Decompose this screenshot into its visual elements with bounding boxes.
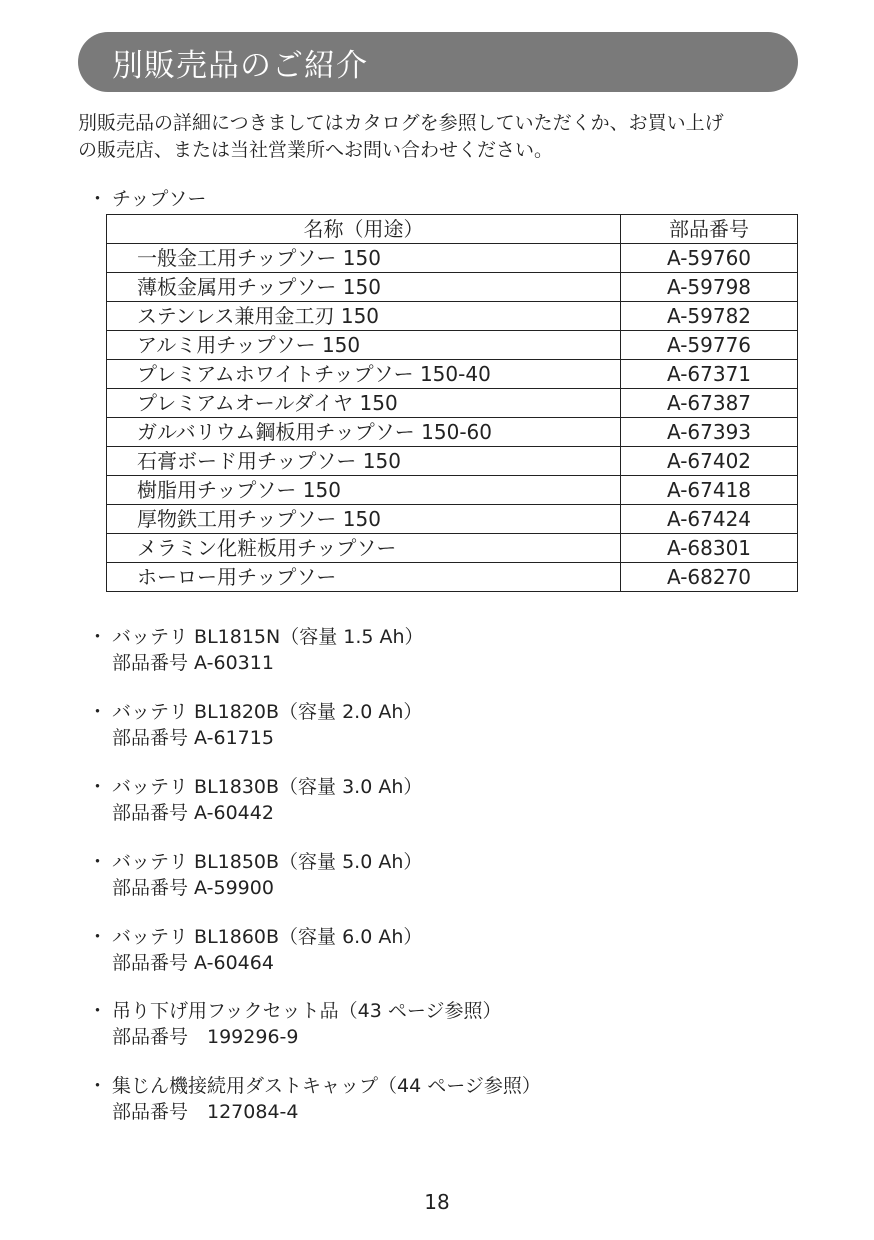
table-row bbox=[107, 302, 798, 331]
page-number: 18 bbox=[424, 1190, 450, 1214]
accessory-name: バッテリ BL1850B（容量 5.0 Ah） bbox=[112, 851, 423, 873]
accessory-item bbox=[88, 924, 422, 976]
table-row bbox=[107, 534, 798, 563]
accessory-name: 吊り下げ用フックセット品（43 ページ参照） bbox=[112, 1000, 502, 1022]
accessory-part-number: 部品番号 A-60311 bbox=[112, 652, 274, 674]
accessory-item bbox=[88, 774, 422, 826]
table-row bbox=[107, 418, 798, 447]
accessory-name: バッテリ BL1815N（容量 1.5 Ah） bbox=[112, 626, 424, 648]
product-name: 石膏ボード用チップソー 150 bbox=[107, 447, 621, 476]
part-number: A-59776 bbox=[621, 331, 798, 360]
bullet: ・ bbox=[88, 188, 108, 210]
part-number: A-68270 bbox=[621, 563, 798, 592]
part-number: A-59782 bbox=[621, 302, 798, 331]
product-name: アルミ用チップソー 150 bbox=[107, 331, 621, 360]
product-name: ガルバリウム鋼板用チップソー 150-60 bbox=[107, 418, 621, 447]
accessory-part-number: 部品番号 A-60464 bbox=[112, 952, 274, 974]
table-row bbox=[107, 331, 798, 360]
table-row bbox=[107, 563, 798, 592]
tip-saw-label: チップソー bbox=[112, 188, 207, 210]
bullet: ・ bbox=[88, 776, 108, 798]
section-title-bar bbox=[78, 32, 798, 92]
product-name: プレミアムホワイトチップソー 150-40 bbox=[107, 360, 621, 389]
accessory-name: バッテリ BL1860B（容量 6.0 Ah） bbox=[112, 926, 423, 948]
product-name: ホーロー用チップソー bbox=[107, 563, 621, 592]
accessory-item bbox=[88, 624, 424, 676]
intro-paragraph bbox=[78, 110, 808, 164]
accessory-item bbox=[88, 998, 502, 1050]
table-row bbox=[107, 244, 798, 273]
part-number: A-67371 bbox=[621, 360, 798, 389]
accessory-name: バッテリ BL1820B（容量 2.0 Ah） bbox=[112, 701, 423, 723]
tip-saw-table bbox=[106, 214, 798, 592]
bullet: ・ bbox=[88, 626, 108, 648]
bullet: ・ bbox=[88, 1075, 108, 1097]
product-name: メラミン化粧板用チップソー bbox=[107, 534, 621, 563]
table-row bbox=[107, 476, 798, 505]
bullet: ・ bbox=[88, 851, 108, 873]
part-number: A-67424 bbox=[621, 505, 798, 534]
bullet: ・ bbox=[88, 701, 108, 723]
page-title: 別販売品のご紹介 bbox=[112, 47, 368, 84]
part-number: A-59798 bbox=[621, 273, 798, 302]
bullet: ・ bbox=[88, 1000, 108, 1022]
accessory-part-number: 部品番号 199296-9 bbox=[112, 1026, 299, 1048]
intro-line-1: 別販売品の詳細につきましてはカタログを参照していただくか、お買い上げ bbox=[78, 112, 724, 134]
product-name: 樹脂用チップソー 150 bbox=[107, 476, 621, 505]
table-row bbox=[107, 273, 798, 302]
accessory-item bbox=[88, 1073, 541, 1125]
table-header-row bbox=[107, 215, 798, 244]
part-number: A-59760 bbox=[621, 244, 798, 273]
table-row bbox=[107, 360, 798, 389]
product-name: ステンレス兼用金工刃 150 bbox=[107, 302, 621, 331]
bullet: ・ bbox=[88, 926, 108, 948]
part-number: A-67387 bbox=[621, 389, 798, 418]
accessory-part-number: 部品番号 A-60442 bbox=[112, 802, 274, 824]
part-number: A-67418 bbox=[621, 476, 798, 505]
header-name: 名称（用途） bbox=[107, 215, 621, 244]
product-name: 一般金工用チップソー 150 bbox=[107, 244, 621, 273]
table-row bbox=[107, 389, 798, 418]
part-number: A-67402 bbox=[621, 447, 798, 476]
table-row bbox=[107, 505, 798, 534]
header-part-number: 部品番号 bbox=[621, 215, 798, 244]
accessory-part-number: 部品番号 A-59900 bbox=[112, 877, 274, 899]
part-number: A-68301 bbox=[621, 534, 798, 563]
accessory-item bbox=[88, 699, 422, 751]
product-name: 厚物鉄工用チップソー 150 bbox=[107, 505, 621, 534]
accessory-part-number: 部品番号 A-61715 bbox=[112, 727, 274, 749]
product-name: プレミアムオールダイヤ 150 bbox=[107, 389, 621, 418]
intro-line-2: の販売店、または当社営業所へお問い合わせください。 bbox=[78, 139, 554, 161]
accessory-item bbox=[88, 849, 422, 901]
table-row bbox=[107, 447, 798, 476]
tip-saw-section-label bbox=[88, 184, 206, 211]
product-name: 薄板金属用チップソー 150 bbox=[107, 273, 621, 302]
part-number: A-67393 bbox=[621, 418, 798, 447]
accessory-part-number: 部品番号 127084-4 bbox=[112, 1101, 299, 1123]
accessory-name: バッテリ BL1830B（容量 3.0 Ah） bbox=[112, 776, 423, 798]
accessory-name: 集じん機接続用ダストキャップ（44 ページ参照） bbox=[112, 1075, 541, 1097]
